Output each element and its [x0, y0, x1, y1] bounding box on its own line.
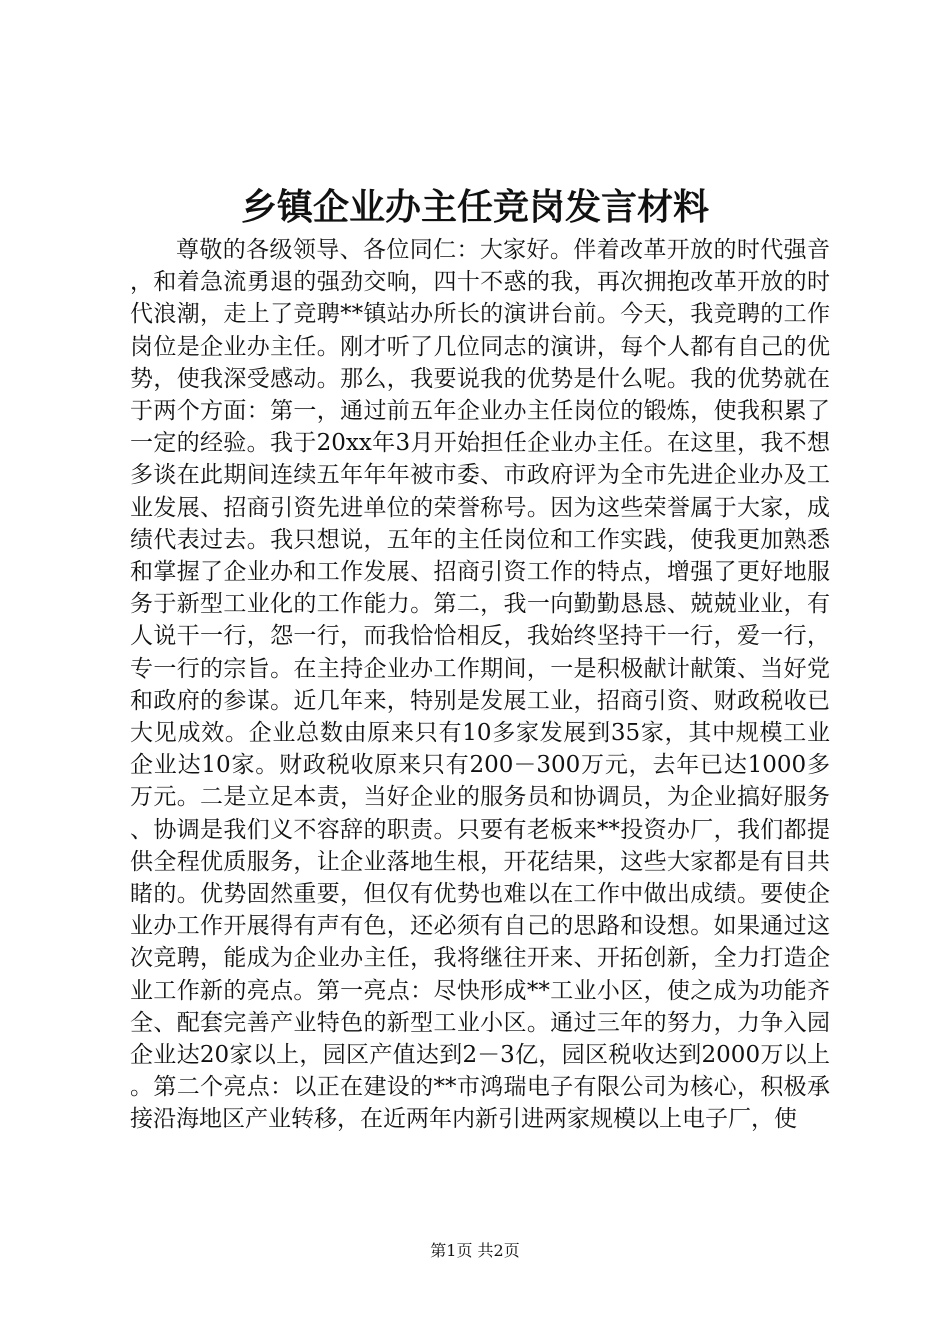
document-title: 乡镇企业办主任竞岗发言材料	[240, 186, 709, 228]
document-body-paragraph: 尊敬的各级领导、各位同仁：大家好。伴着改革开放的时代强音，和着急流勇退的强劲交响，四十不惑的我，再次拥抱改革开放的时代浪潮，走上了竞聘**镇站办所长的演讲台前。今天，我竞聘的工作岗位是企业办主任。刚才听了几位同志的演讲，每个人都有自己的优势，使我深受感动。那么，我要说我的优势是什么呢。我的优势就在于两个方面：第一，通过前五年企业办主任岗位的锻炼，使我积累了一定的经验。我于20xx年3月开始担任企业办主任。在这里，我不想多谈在此期间连续五年年年被市委、市政府评为全市先进企业办及工业发展、招商引资先进单位的荣誉称号。因为这些荣誉属于大家，成绩代表过去。我只想说，五年的主任岗位和工作实践，使我更加熟悉和掌握了企业办和工作发展、招商引资工作的特点，增强了更好地服务于新型工业化的工作能力。第二，我一向勤勤恳恳、兢兢业业，有人说干一行，怨一行，而我恰恰相反，我始终坚持干一行，爱一行，专一行的宗旨。在主持企业办工作期间，一是积极献计献策、当好党和政府的参谋。近几年来，特别是发展工业，招商引资、财政税收已大见成效。企业总数由原来只有10多家发展到35家，其中规模工业企业达10家。财政税收原来只有200－300万元，去年已达1000多万元。二是立足本责，当好企业的服务员和协调员，为企业搞好服务、协调是我们义不容辞的职责。只要有老板来**投资办厂，我们都提供全程优质服务，让企业落地生根，开花结果，这些大家都是有目共睹的。优势固然重要，但仅有优势也难以在工作中做出成绩。要使企业办工作开展得有声有色，还必须有自己的思路和设想。如果通过这次竞聘，能成为企业办主任，我将继往开来、开拓创新，全力打造企业工作新的亮点。第一亮点：尽快形成**工业小区，使之成为功能齐全、配套完善产业特色的新型工业小区。通过三年的努力，力争入园企业达20家以上，园区产值达到2－3亿，园区税收达到2000万以上。第二个亮点：以正在建设的**市鸿瑞电子有限公司为核心，积极承接沿海地区产业转移，在近两年内新引进两家规模以上电子厂，使	[130, 237, 830, 1133]
page-number-footer: 第1页 共2页	[430, 1241, 520, 1260]
